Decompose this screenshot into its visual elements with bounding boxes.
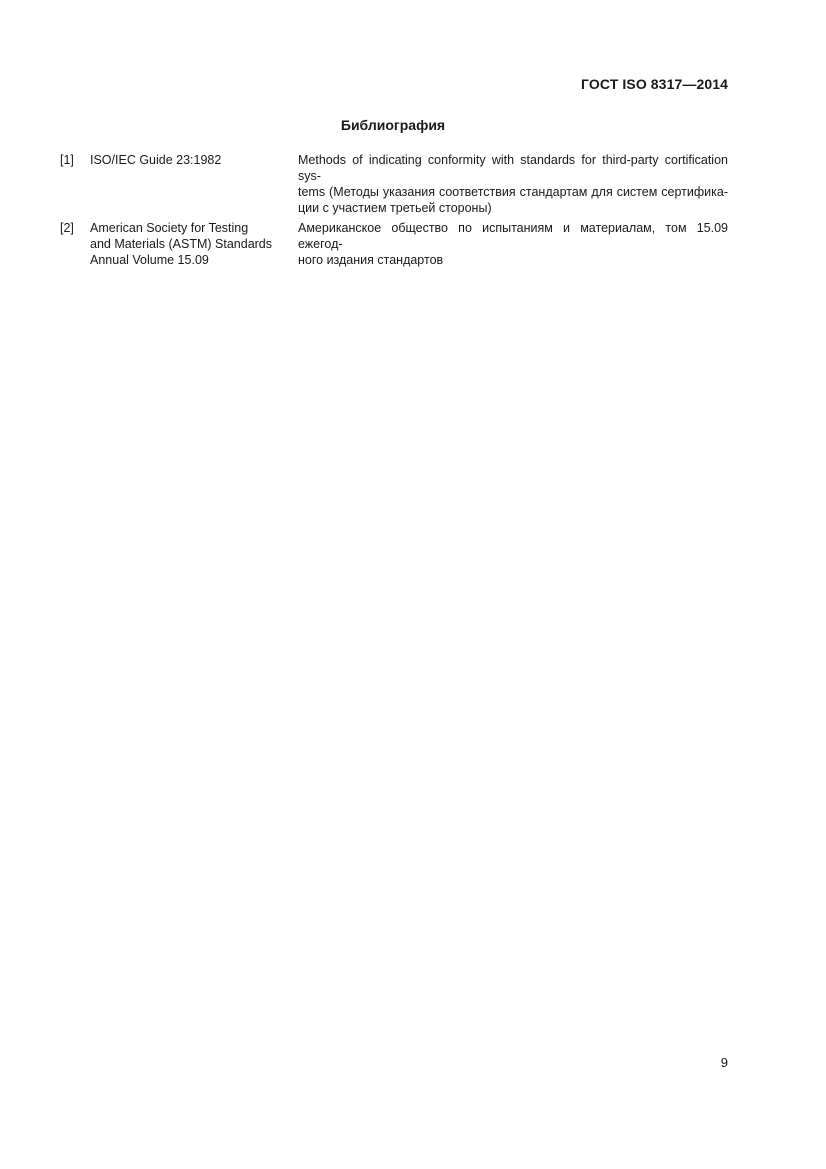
description-line: ции с участием третьей стороны) [298, 201, 492, 215]
entry-reference [90, 220, 298, 268]
description-line: Американское общество по испытаниям и материалам, том 15.09 ежегод- [298, 221, 728, 251]
entry-description [298, 152, 728, 216]
document-code: ГОСТ ISO 8317—2014 [581, 76, 728, 92]
bibliography-entry [60, 152, 728, 216]
description-line: tems (Методы указания соответствия стандартам для систем сертифика- [298, 185, 728, 199]
entry-number: [2] [60, 221, 74, 235]
bibliography-heading: Библиография [340, 117, 446, 133]
entry-description [298, 220, 728, 268]
reference-line: and Materials (ASTM) Standards [90, 237, 273, 251]
reference-line: American Society for Testing [90, 221, 249, 235]
description-line: ного издания стандартов [298, 253, 444, 267]
page-number: 9 [720, 1055, 728, 1070]
bibliography-entry [60, 220, 728, 268]
bibliography-list [60, 152, 728, 272]
reference-line: Annual Volume 15.09 [90, 253, 209, 267]
entry-reference [90, 152, 298, 216]
reference-line: ISO/IEC Guide 23:1982 [90, 153, 222, 167]
entry-number: [1] [60, 153, 74, 167]
description-line: Methods of indicating conformity with standards for third-party cortification sys- [298, 153, 728, 183]
